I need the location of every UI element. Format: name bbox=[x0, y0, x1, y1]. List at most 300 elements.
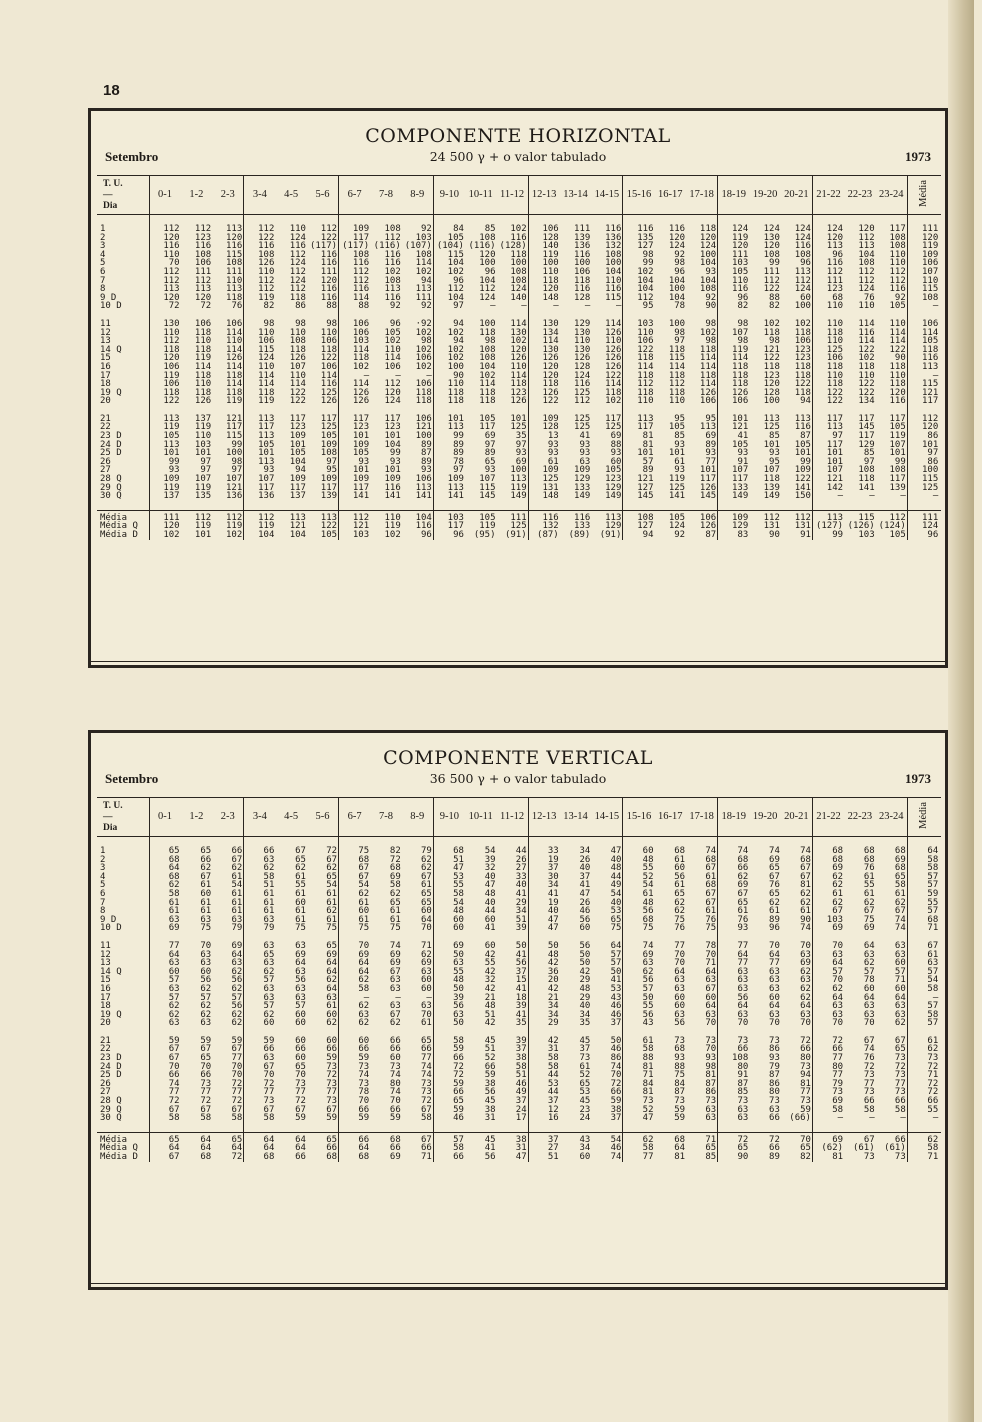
value-cell: 110 bbox=[876, 320, 908, 329]
value-cell: 90 bbox=[737, 1152, 749, 1162]
value-cell: 101 bbox=[497, 415, 529, 424]
value-cell: (61) bbox=[852, 1143, 875, 1154]
value-cell: 113 bbox=[275, 510, 307, 522]
value-cell: 63 bbox=[674, 975, 686, 986]
value-cell: 51 bbox=[263, 880, 275, 891]
value-cell: 77 bbox=[263, 1087, 275, 1098]
value-cell: 81 bbox=[781, 1080, 813, 1089]
value-cell: 41 bbox=[591, 976, 623, 985]
value-cell: 122 bbox=[826, 396, 844, 407]
value-cell: 81 bbox=[781, 881, 813, 890]
value-cell: 70 bbox=[832, 940, 844, 951]
value-cell: 73 bbox=[674, 1096, 686, 1107]
value-cell: 73 bbox=[263, 1096, 275, 1107]
value-cell: 105 bbox=[876, 531, 908, 540]
value-cell: 76 bbox=[863, 1053, 875, 1064]
value-cell: 62 bbox=[263, 966, 275, 977]
hour-column-header: 18-19 bbox=[718, 798, 750, 837]
value-cell: 42 bbox=[484, 966, 496, 977]
daily-mean-cell: 111 bbox=[907, 225, 941, 234]
value-cell: 58 bbox=[168, 1113, 180, 1124]
value-cell: 62 bbox=[781, 899, 813, 908]
value-cell: 119 bbox=[542, 249, 559, 260]
value-cell: 118 bbox=[479, 327, 496, 338]
value-cell: 59 bbox=[389, 1113, 401, 1124]
day-header-line: Dia bbox=[103, 200, 118, 211]
value-cell: 89 bbox=[769, 914, 780, 925]
value-cell: 110 bbox=[289, 370, 306, 381]
value-cell: 119 bbox=[384, 521, 401, 532]
year-label: 1973 bbox=[905, 149, 931, 164]
value-cell: 62 bbox=[212, 864, 244, 873]
value-cell: 56 bbox=[579, 914, 591, 925]
daily-mean-cell: — bbox=[907, 1114, 941, 1123]
value-cell: 107 bbox=[732, 465, 749, 476]
value-cell: 109 bbox=[574, 465, 591, 476]
value-cell: 50 bbox=[591, 968, 623, 977]
daily-mean-cell: 62 bbox=[907, 1132, 941, 1144]
value-cell: 108 bbox=[876, 466, 908, 475]
value-cell: 130 bbox=[763, 232, 780, 243]
value-cell: 69 bbox=[497, 458, 529, 467]
value-cell: 93 bbox=[737, 923, 749, 934]
value-cell: 57 bbox=[591, 959, 623, 968]
value-cell: 59 bbox=[453, 1104, 464, 1115]
value-cell: 109 bbox=[307, 475, 339, 484]
value-cell: 60 bbox=[579, 923, 591, 934]
hour-column-header: 7-8 bbox=[370, 798, 402, 837]
value-cell: 116 bbox=[637, 224, 654, 234]
value-cell: 107 bbox=[763, 465, 780, 476]
value-cell: 46 bbox=[591, 1002, 623, 1011]
value-cell: 141 bbox=[384, 491, 401, 502]
value-cell: 73 bbox=[863, 1087, 875, 1098]
value-cell: 126 bbox=[686, 484, 718, 493]
day-label: 23 D bbox=[97, 432, 149, 441]
value-cell: 116 bbox=[876, 285, 908, 294]
value-cell: 59 bbox=[591, 1097, 623, 1106]
value-cell: 108 bbox=[623, 510, 655, 522]
value-cell: 118 bbox=[637, 353, 654, 364]
value-cell: 119 bbox=[163, 482, 180, 493]
value-cell: 62 bbox=[781, 994, 813, 1003]
value-cell: 117 bbox=[307, 484, 339, 493]
day-label: 30 Q bbox=[97, 492, 149, 501]
value-cell: — bbox=[363, 370, 370, 381]
hour-column-header: 4-5 bbox=[275, 176, 307, 215]
value-cell: 63 bbox=[579, 456, 591, 467]
value-cell: 77 bbox=[168, 940, 180, 951]
hour-column-header: 9-10 bbox=[433, 176, 465, 215]
value-cell: 141 bbox=[447, 491, 464, 502]
value-cell: 56 bbox=[642, 975, 654, 986]
value-cell: 62 bbox=[307, 976, 339, 985]
value-cell: 118 bbox=[686, 372, 718, 381]
value-cell: 116 bbox=[668, 224, 686, 234]
value-cell: 34 bbox=[579, 1009, 591, 1020]
value-cell: 41 bbox=[497, 985, 529, 994]
value-cell: 60 bbox=[863, 983, 875, 994]
value-cell: 62 bbox=[212, 968, 244, 977]
value-cell: 118 bbox=[194, 344, 212, 355]
value-cell: 96 bbox=[484, 266, 496, 277]
value-cell: 19 bbox=[547, 854, 559, 865]
value-cell: 114 bbox=[497, 320, 529, 329]
value-cell: 66 bbox=[263, 1044, 275, 1055]
value-cell: 119 bbox=[194, 353, 212, 364]
value-cell: (128) bbox=[497, 242, 529, 251]
value-cell: 58 bbox=[212, 1114, 244, 1123]
value-cell: 102 bbox=[497, 225, 529, 234]
value-cell: 62 bbox=[307, 1019, 339, 1028]
value-cell: 42 bbox=[547, 958, 559, 969]
value-cell: 78 bbox=[453, 456, 464, 467]
value-cell: 63 bbox=[781, 951, 813, 960]
value-cell: 45 bbox=[465, 1132, 497, 1144]
value-cell: 99 bbox=[212, 441, 244, 450]
hour-column-header: 2-3 bbox=[212, 176, 244, 215]
value-cell: 65 bbox=[295, 1061, 306, 1072]
value-cell: 61 bbox=[674, 880, 686, 891]
value-cell: 112 bbox=[574, 396, 591, 407]
value-cell: 120 bbox=[763, 241, 780, 252]
value-cell: 69 bbox=[389, 1152, 401, 1162]
value-cell: 100 bbox=[479, 258, 496, 269]
value-cell: 109 bbox=[447, 474, 464, 485]
daily-mean-cell: 105 bbox=[907, 337, 941, 346]
value-cell: — bbox=[837, 491, 844, 502]
value-cell: 74 bbox=[737, 846, 749, 856]
value-cell: 65 bbox=[212, 1132, 244, 1144]
value-cell: 95 bbox=[307, 466, 339, 475]
value-cell: 103 bbox=[433, 510, 465, 522]
value-cell: 116 bbox=[858, 327, 875, 338]
value-cell: 65 bbox=[876, 1045, 908, 1054]
value-cell: 93 bbox=[484, 465, 496, 476]
value-cell: 50 bbox=[579, 949, 591, 960]
value-cell: 68 bbox=[832, 292, 844, 303]
value-cell: 119 bbox=[212, 397, 244, 406]
daily-mean-cell: 68 bbox=[907, 916, 941, 925]
value-cell: 66 bbox=[358, 1104, 370, 1115]
value-cell: 56 bbox=[497, 959, 529, 968]
value-cell: 57 bbox=[642, 456, 654, 467]
value-cell: 112 bbox=[447, 284, 464, 295]
value-cell: 102 bbox=[384, 266, 401, 277]
value-cell: 68 bbox=[686, 881, 718, 890]
value-cell: 118 bbox=[858, 474, 875, 485]
value-cell: 67 bbox=[168, 1152, 180, 1162]
value-cell: 129 bbox=[732, 521, 749, 532]
value-cell: 114 bbox=[591, 380, 623, 389]
value-cell: 62 bbox=[389, 888, 401, 899]
value-cell: 63 bbox=[168, 958, 180, 969]
value-cell: 125 bbox=[307, 389, 339, 398]
value-cell: 53 bbox=[591, 907, 623, 916]
value-cell: 68 bbox=[358, 1152, 370, 1162]
value-cell: 51 bbox=[547, 1152, 559, 1162]
value-cell: 65 bbox=[876, 873, 908, 882]
value-cell: 59 bbox=[453, 1044, 464, 1055]
value-cell: 80 bbox=[781, 1054, 813, 1063]
value-cell: 106 bbox=[307, 363, 339, 372]
value-cell: 92 bbox=[674, 249, 686, 260]
value-cell: 125 bbox=[574, 422, 591, 433]
value-cell: 67 bbox=[263, 1104, 275, 1115]
value-cell: 66 bbox=[295, 1044, 306, 1055]
value-cell: 42 bbox=[547, 983, 559, 994]
value-cell: 61 bbox=[642, 1035, 654, 1046]
hour-column-header: 3-4 bbox=[244, 798, 276, 837]
value-cell: 41 bbox=[497, 951, 529, 960]
value-cell: 66 bbox=[769, 1113, 780, 1124]
value-cell: 56 bbox=[737, 992, 749, 1003]
value-cell: 36 bbox=[547, 966, 559, 977]
value-cell: 64 bbox=[307, 959, 339, 968]
value-cell: 118 bbox=[732, 370, 749, 381]
value-cell: 116 bbox=[212, 242, 244, 251]
value-cell: 68 bbox=[781, 856, 813, 865]
value-cell: 71 bbox=[686, 1132, 718, 1144]
value-cell: 77 bbox=[737, 958, 749, 969]
daily-mean-cell: 72 bbox=[907, 1063, 941, 1072]
value-cell: 71 bbox=[686, 959, 718, 968]
value-cell: 63 bbox=[212, 916, 244, 925]
value-cell: 118 bbox=[402, 397, 434, 406]
value-cell: 130 bbox=[497, 329, 529, 338]
value-cell: 63 bbox=[212, 959, 244, 968]
value-cell: 61 bbox=[168, 906, 180, 917]
value-cell: 93 bbox=[579, 448, 591, 459]
daily-mean-cell: 112 bbox=[907, 415, 941, 424]
value-cell: 119 bbox=[194, 482, 212, 493]
value-cell: 63 bbox=[737, 1104, 749, 1115]
value-cell: 63 bbox=[863, 1009, 875, 1020]
table-row bbox=[97, 492, 941, 501]
page-number: 18 bbox=[103, 82, 120, 99]
month-label: Setembro bbox=[105, 771, 159, 786]
value-cell: 96 bbox=[781, 259, 813, 268]
value-cell: 72 bbox=[718, 1132, 750, 1144]
value-cell: 141 bbox=[858, 482, 875, 493]
value-cell: 63 bbox=[863, 949, 875, 960]
value-cell: 93 bbox=[402, 466, 434, 475]
day-header-line: T. U. bbox=[103, 800, 123, 811]
value-cell: 62 bbox=[307, 864, 339, 873]
value-cell: 66 bbox=[389, 1044, 401, 1055]
value-cell: 99 bbox=[781, 458, 813, 467]
day-label: 12 bbox=[97, 329, 149, 338]
hour-column-header: 0-1 bbox=[149, 176, 181, 215]
value-cell: 63 bbox=[389, 975, 401, 986]
value-cell: 58 bbox=[832, 1104, 844, 1115]
value-cell: 59 bbox=[674, 1104, 686, 1115]
table-row bbox=[97, 294, 941, 303]
value-cell: 110 bbox=[194, 336, 212, 347]
value-cell: 81 bbox=[642, 439, 654, 450]
value-cell: 106 bbox=[307, 337, 339, 346]
day-label: 19 Q bbox=[97, 389, 149, 398]
value-cell: 67 bbox=[358, 863, 370, 874]
value-cell: 33 bbox=[547, 846, 559, 856]
value-cell: 106 bbox=[781, 337, 813, 346]
value-cell: 89 bbox=[402, 458, 434, 467]
spacer-row bbox=[97, 501, 941, 511]
value-cell: 130 bbox=[542, 318, 559, 329]
value-cell: 102 bbox=[212, 531, 244, 540]
value-cell: — bbox=[876, 492, 908, 501]
value-cell: 118 bbox=[289, 344, 306, 355]
value-cell: 73 bbox=[200, 1078, 212, 1089]
value-cell: 61 bbox=[389, 914, 401, 925]
value-cell: 63 bbox=[200, 949, 212, 960]
value-cell: 101 bbox=[686, 466, 718, 475]
mean-label: Média bbox=[97, 510, 149, 522]
value-cell: 62 bbox=[876, 899, 908, 908]
value-cell: 73 bbox=[307, 1097, 339, 1106]
value-cell: 117 bbox=[479, 422, 496, 433]
daily-mean-cell: 106 bbox=[907, 320, 941, 329]
value-cell: 79 bbox=[832, 1078, 844, 1089]
value-cell: 62 bbox=[402, 864, 434, 873]
value-cell: 142 bbox=[826, 482, 844, 493]
value-cell: 115 bbox=[212, 251, 244, 260]
value-cell: 113 bbox=[402, 484, 434, 493]
value-cell: 61 bbox=[307, 890, 339, 899]
value-cell: 104 bbox=[447, 292, 464, 303]
day-label: 2 bbox=[97, 234, 149, 243]
value-cell: 111 bbox=[763, 266, 780, 277]
value-cell: 49 bbox=[497, 1088, 529, 1097]
value-cell: 63 bbox=[307, 994, 339, 1003]
value-cell: 110 bbox=[289, 224, 306, 234]
value-cell: 61 bbox=[389, 906, 401, 917]
value-cell: 72 bbox=[749, 1132, 781, 1144]
value-cell: 27 bbox=[497, 864, 529, 873]
value-cell: 55 bbox=[453, 880, 464, 891]
value-cell: 72 bbox=[863, 1061, 875, 1072]
value-cell: 61 bbox=[769, 906, 780, 917]
daily-mean-cell: 86 bbox=[907, 432, 941, 441]
value-cell: 93 bbox=[547, 439, 559, 450]
value-cell: 122 bbox=[289, 387, 306, 398]
value-cell: 120 bbox=[307, 277, 339, 286]
value-cell: 68 bbox=[358, 854, 370, 865]
value-cell: 141 bbox=[668, 491, 686, 502]
value-cell: 113 bbox=[212, 225, 244, 234]
value-cell: 118 bbox=[637, 387, 654, 398]
value-cell: 118 bbox=[686, 346, 718, 355]
value-cell: 49 bbox=[591, 881, 623, 890]
value-cell: 117 bbox=[732, 474, 749, 485]
value-cell: 113 bbox=[447, 422, 464, 433]
value-cell: 104 bbox=[668, 292, 686, 303]
value-cell: 129 bbox=[858, 439, 875, 450]
value-cell: 72 bbox=[832, 1035, 844, 1046]
value-cell: 47 bbox=[484, 880, 496, 891]
value-cell: 62 bbox=[212, 1019, 244, 1028]
day-label: 21 bbox=[97, 415, 149, 424]
value-cell: 108 bbox=[479, 353, 496, 364]
value-cell: 122 bbox=[763, 284, 780, 295]
value-cell: 81 bbox=[642, 1061, 654, 1072]
value-cell: 114 bbox=[686, 380, 718, 389]
value-cell: 113 bbox=[163, 284, 180, 295]
value-cell: 87 bbox=[402, 449, 434, 458]
value-cell: 41 bbox=[497, 1011, 529, 1020]
value-cell: 124 bbox=[668, 521, 686, 532]
value-cell: 50 bbox=[642, 992, 654, 1003]
value-cell: 100 bbox=[447, 361, 464, 372]
value-cell: 126 bbox=[591, 329, 623, 338]
value-cell: 97 bbox=[863, 456, 875, 467]
value-cell: 60 bbox=[484, 914, 496, 925]
value-cell: (124) bbox=[876, 522, 908, 531]
value-cell: 99 bbox=[876, 458, 908, 467]
value-cell: 60 bbox=[876, 959, 908, 968]
value-cell: 42 bbox=[484, 1018, 496, 1029]
value-cell: 62 bbox=[832, 880, 844, 891]
day-label: 24 D bbox=[97, 441, 149, 450]
value-cell: 34 bbox=[547, 880, 559, 891]
value-cell: 133 bbox=[574, 521, 591, 532]
value-cell: 68 bbox=[200, 1152, 212, 1162]
value-cell: 64 bbox=[200, 1143, 212, 1154]
day-label: 10 D bbox=[97, 302, 149, 311]
value-cell: 124 bbox=[289, 232, 306, 243]
value-cell: 67 bbox=[200, 871, 212, 882]
value-cell: 62 bbox=[200, 863, 212, 874]
value-cell: 113 bbox=[763, 413, 780, 424]
value-cell: 59 bbox=[307, 1114, 339, 1123]
value-cell: 106 bbox=[402, 415, 434, 424]
value-cell: 118 bbox=[781, 372, 813, 381]
value-cell: 137 bbox=[289, 491, 306, 502]
value-cell: 44 bbox=[484, 906, 496, 917]
value-cell: 60 bbox=[674, 992, 686, 1003]
value-cell: 118 bbox=[212, 372, 244, 381]
value-cell: 113 bbox=[591, 510, 623, 522]
value-cell: 48 bbox=[453, 975, 464, 986]
value-cell: 100 bbox=[686, 251, 718, 260]
value-cell: 61 bbox=[781, 907, 813, 916]
value-cell: 118 bbox=[858, 361, 875, 372]
value-cell: 53 bbox=[591, 985, 623, 994]
day-label: 6 bbox=[97, 268, 149, 277]
value-cell: 64 bbox=[674, 1143, 686, 1154]
value-cell: 37 bbox=[547, 1096, 559, 1107]
day-column-header bbox=[97, 176, 149, 215]
value-cell: 110 bbox=[163, 327, 180, 338]
value-cell: 106 bbox=[637, 336, 654, 347]
value-cell: 90 bbox=[781, 916, 813, 925]
value-cell: (104) bbox=[436, 241, 464, 252]
value-cell: 26 bbox=[497, 856, 529, 865]
value-cell: 121 bbox=[212, 484, 244, 493]
value-cell: 66 bbox=[295, 1152, 306, 1162]
value-cell: 120 bbox=[763, 379, 780, 390]
daily-mean-cell: 120 bbox=[907, 234, 941, 243]
value-cell: 63 bbox=[863, 1001, 875, 1012]
value-cell: 74 bbox=[781, 847, 813, 856]
value-cell: 69 bbox=[358, 949, 370, 960]
value-cell: 108 bbox=[258, 249, 275, 260]
value-cell: 113 bbox=[447, 482, 464, 493]
value-cell: 112 bbox=[163, 224, 180, 234]
value-cell: 112 bbox=[289, 284, 306, 295]
value-cell: 108 bbox=[384, 224, 401, 234]
day-label: 29 Q bbox=[97, 484, 149, 493]
